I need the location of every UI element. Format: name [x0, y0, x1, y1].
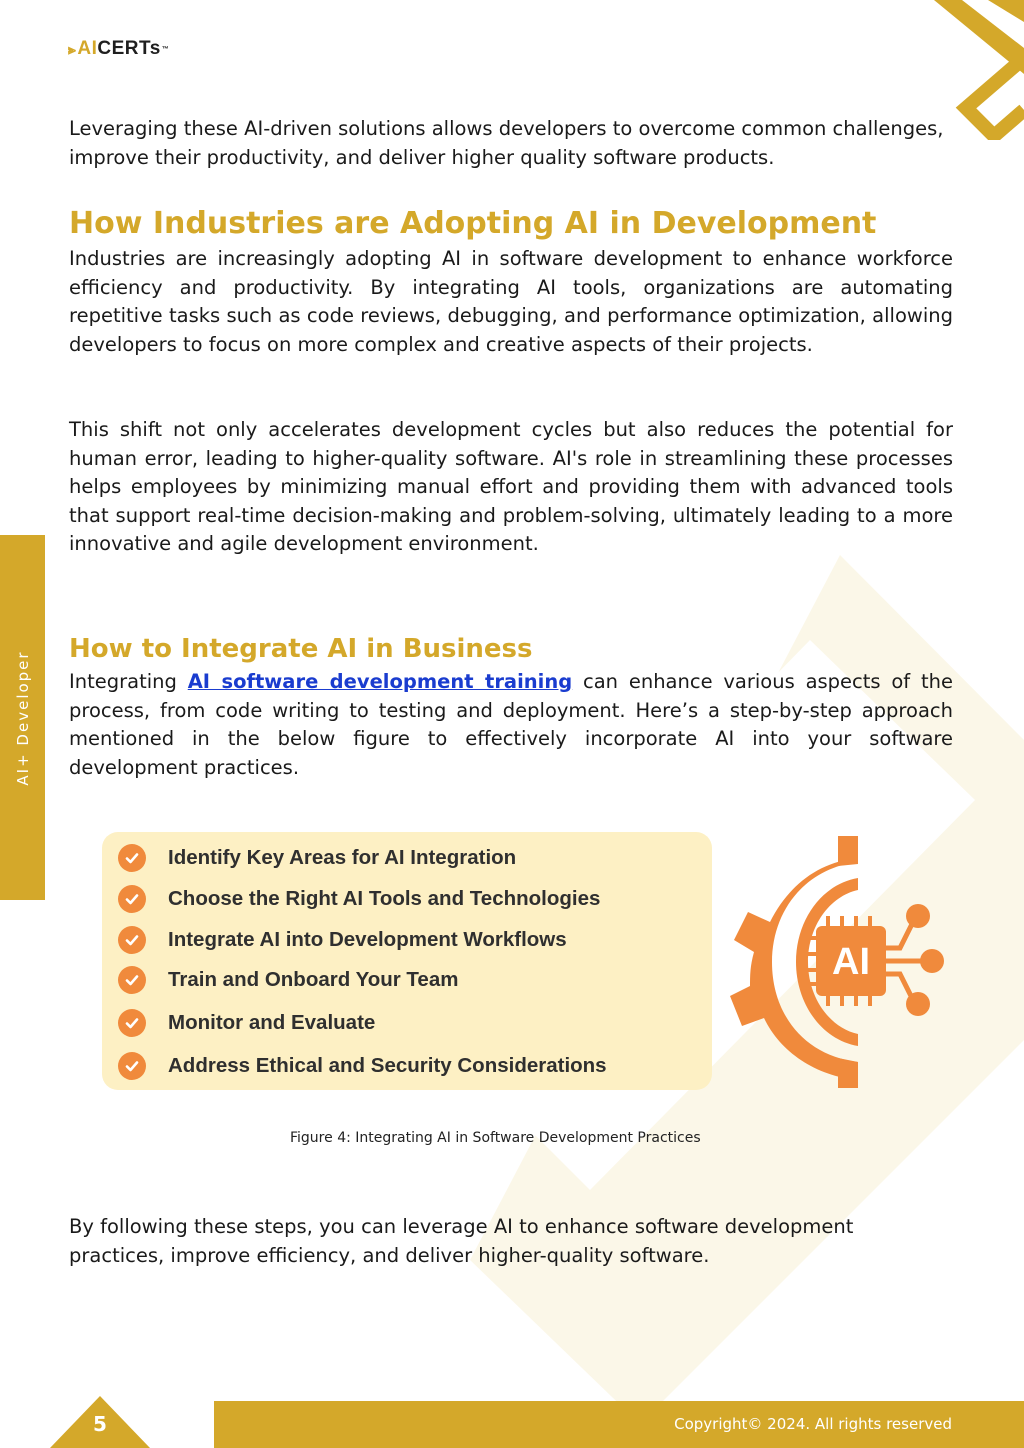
section-heading-integrate: How to Integrate AI in Business — [69, 634, 533, 664]
figure-caption: Figure 4: Integrating AI in Software Development Practices — [290, 1130, 701, 1146]
page-number: 5 — [93, 1412, 107, 1436]
section-heading-industries: How Industries are Adopting AI in Development — [69, 206, 877, 241]
ai-training-link[interactable]: AI software development training — [187, 670, 573, 693]
check-icon — [118, 844, 146, 872]
step-label: Identify Key Areas for AI Integration — [168, 846, 517, 869]
integrate-text-after: can enhance various aspects of the process, from code writing to testing and deployment. Here’s a step-by-step approach mentioned in the below figure to effectively incorporate AI into your software development practices. — [69, 670, 953, 779]
copyright-text: Copyright© 2024. All rights reserved — [674, 1415, 952, 1433]
logo-trademark: ™ — [161, 45, 170, 53]
aicerts-logo — [68, 38, 169, 60]
check-icon — [118, 926, 146, 954]
step-item — [118, 926, 567, 954]
closing-paragraph: By following these steps, you can leverage AI to enhance software development practices, improve efficiency, and deliver higher-quality software. — [69, 1215, 854, 1267]
step-item — [118, 1052, 607, 1080]
check-icon — [118, 966, 146, 994]
side-tab — [0, 535, 45, 900]
integration-steps-list — [102, 832, 712, 1090]
side-tab-label: AI+ Developer — [13, 649, 32, 786]
step-item — [118, 1009, 375, 1037]
check-icon — [118, 885, 146, 913]
step-item — [118, 885, 600, 913]
step-label: Monitor and Evaluate — [168, 1011, 376, 1034]
check-icon — [118, 1052, 146, 1080]
industries-paragraph-2: This shift not only accelerates development cycles but also reduces the potential for human error, leading to higher-quality software. AI's role in streamlining these processes helps employees by minimizing manual effort and providing them with advanced tools that support real-time decision-making and problem-solving, ultimately leading to a more innovative and agile development environment. — [69, 418, 953, 555]
integrate-paragraph — [69, 668, 953, 782]
step-label: Integrate AI into Development Workflows — [168, 928, 567, 951]
logo-certs-text: CERTs — [97, 38, 161, 59]
step-label: Address Ethical and Security Considerations — [168, 1054, 607, 1077]
logo-chevron-icon: ⫸ — [68, 40, 77, 57]
check-icon — [118, 1009, 146, 1037]
step-label: Choose the Right AI Tools and Technologies — [168, 887, 601, 910]
ai-gear-chip-icon — [728, 836, 950, 1088]
integrate-text-before: Integrating — [69, 670, 188, 693]
ai-chip-label: AI — [832, 941, 870, 983]
step-item — [118, 966, 458, 994]
footer-bar — [214, 1401, 1024, 1448]
step-item — [118, 844, 516, 872]
logo-ai-text: AI — [77, 38, 98, 59]
step-label: Train and Onboard Your Team — [168, 968, 459, 991]
industries-paragraph-1: Industries are increasingly adopting AI in software development to enhance workforce efficiency and productivity. By integrating AI tools, organizations are automating repetitive tasks such as code reviews, debugging, and performance optimization, allowing developers to focus on more complex and creative aspects of their projects. — [69, 247, 953, 356]
intro-paragraph: Leveraging these AI-driven solutions allows developers to overcome common challenges, improve their productivity, and deliver higher quality software products. — [69, 117, 944, 169]
